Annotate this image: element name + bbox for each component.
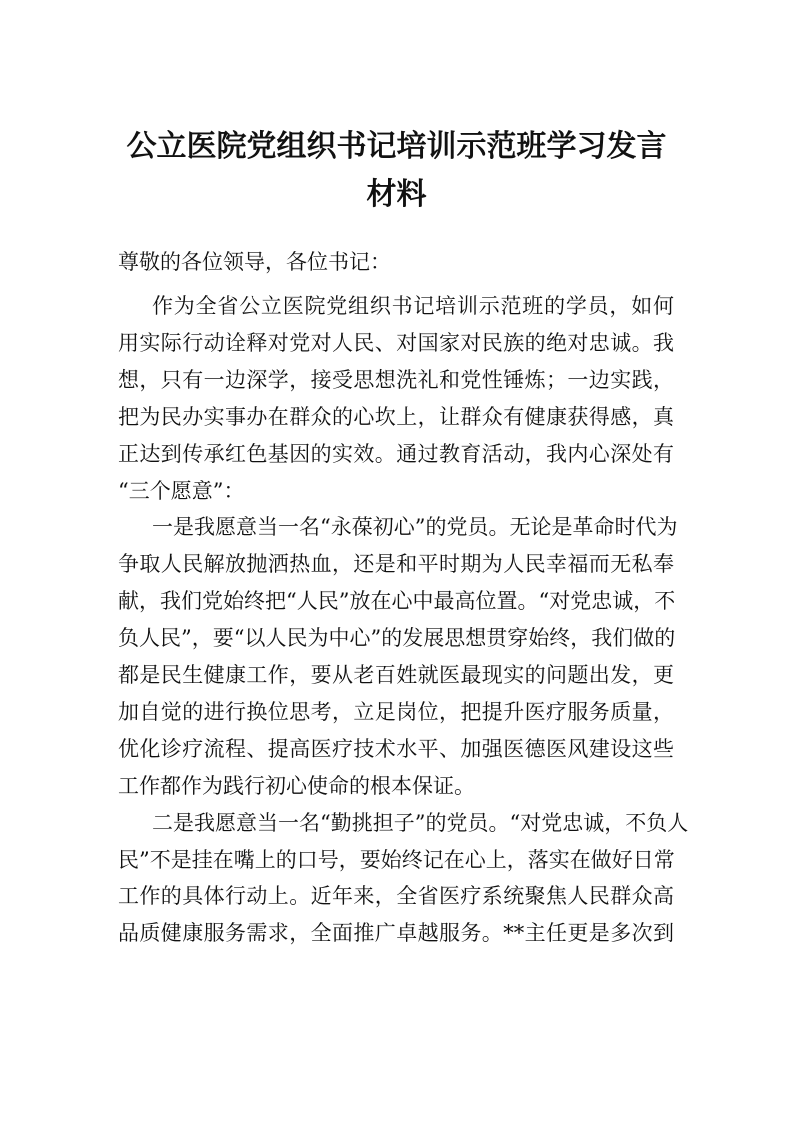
document-title-line-2: 材料 [366, 177, 427, 212]
body-line: 品质健康服务需求，全面推广卓越服务。**主任更是多次到 [118, 921, 674, 945]
body-line: 把为民办实事办在群众的心坎上，让群众有健康获得感，真 [118, 405, 674, 429]
body-line: 想，只有一边深学，接受思想洗礼和党性锤炼；一边实践， [118, 368, 674, 392]
body-line: 二是我愿意当一名“勤挑担子”的党员。“对党忠诚，不负人 [152, 811, 689, 835]
body-line: 工作的具体行动上。近年来，全省医疗系统聚焦人民群众高 [118, 884, 674, 908]
document-title-line-1: 公立医院党组织书记培训示范班学习发言 [126, 129, 667, 164]
body-line: 一是我愿意当一名“永葆初心”的党员。无论是革命时代为 [152, 515, 678, 539]
body-line: “三个愿意”： [118, 479, 245, 503]
body-line: 献，我们党始终把“人民”放在心中最高位置。“对党忠诚，不 [118, 589, 676, 613]
body-line: 工作都作为践行初心使命的根本保证。 [118, 774, 475, 798]
body-line: 优化诊疗流程、提高医疗技术水平、加强医德医风建设这些 [118, 737, 674, 761]
body-line: 用实际行动诠释对党对人民、对国家对民族的绝对忠诚。我 [118, 331, 674, 355]
body-line: 民”不是挂在嘴上的口号，要始终记在心上，落实在做好日常 [118, 848, 675, 872]
body-line: 作为全省公立医院党组织书记培训示范班的学员，如何 [152, 294, 674, 318]
body-line: 都是民生健康工作，要从老百姓就医最现实的问题出发，更 [118, 663, 674, 687]
body-line: 正达到传承红色基因的实效。通过教育活动，我内心深处有 [118, 442, 674, 466]
body-line: 加自觉的进行换位思考，立足岗位，把提升医疗服务质量， [118, 700, 674, 724]
salutation: 尊敬的各位领导，各位书记： [118, 250, 391, 274]
body-line: 争取人民解放抛洒热血，还是和平时期为人民幸福而无私奉 [118, 552, 674, 576]
body-line: 负人民”，要“以人民为中心”的发展思想贯穿始终，我们做的 [118, 626, 676, 650]
